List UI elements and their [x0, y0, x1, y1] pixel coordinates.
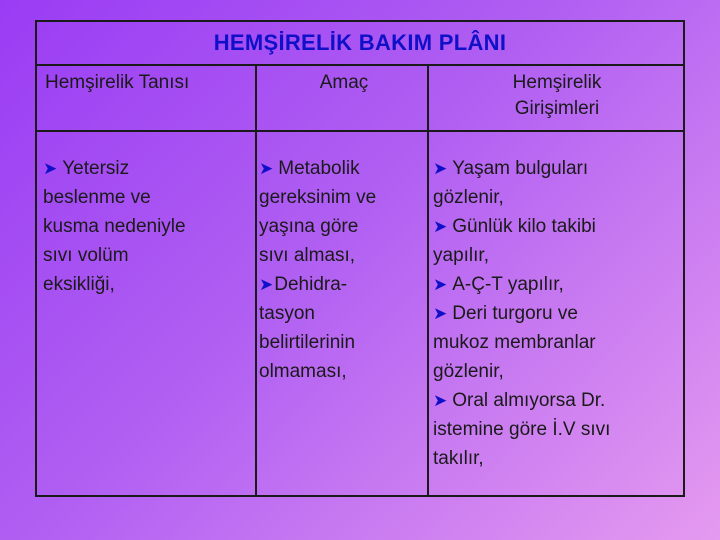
diagnosis-line: kusma nedeniyle	[43, 216, 186, 237]
intervention-line: mukoz membranlar	[433, 332, 596, 353]
intervention-line: yapılır,	[433, 245, 489, 266]
intervention-line: gözlenir,	[433, 187, 504, 208]
header-goal: Amaç	[319, 72, 369, 93]
column-divider-2	[427, 64, 429, 495]
goal-line: gereksinim ve	[259, 187, 377, 208]
goal-line: yaşına göre	[259, 216, 359, 237]
intervention-line: gözlenir,	[433, 361, 504, 382]
header-row	[37, 64, 683, 132]
arrow-right-icon: ➤	[433, 159, 448, 178]
intervention-line: ➤ Yaşam bulguları	[433, 158, 589, 179]
header-interventions-line1: Hemşirelik	[512, 72, 602, 93]
arrow-right-icon: ➤	[259, 275, 274, 294]
goal-cell	[259, 154, 427, 386]
arrow-right-icon: ➤	[433, 275, 448, 294]
intervention-line: ➤ Oral almıyorsa Dr.	[433, 390, 606, 411]
goal-line: belirtilerinin	[259, 332, 356, 353]
intervention-line: istemine göre İ.V sıvı	[433, 419, 611, 440]
arrow-right-icon: ➤	[43, 159, 58, 178]
interventions-cell	[433, 154, 683, 473]
arrow-right-icon: ➤	[259, 159, 274, 178]
arrow-right-icon: ➤	[433, 391, 448, 410]
header-interventions-line2: Girişimleri	[514, 98, 600, 119]
intervention-line: ➤ Günlük kilo takibi	[433, 216, 596, 237]
header-interventions	[429, 70, 685, 122]
table-title: HEMŞİRELİK BAKIM PLÂNI	[37, 22, 683, 66]
diagnosis-cell	[43, 154, 253, 299]
goal-line: tasyon	[259, 303, 315, 324]
goal-line: ➤Dehidra-	[259, 274, 348, 295]
diagnosis-line: ➤ Yetersiz	[43, 158, 130, 179]
intervention-line: ➤ A-Ç-T yapılır,	[433, 274, 564, 295]
goal-line: sıvı alması,	[259, 245, 356, 266]
care-plan-table	[35, 20, 685, 497]
arrow-right-icon: ➤	[433, 304, 448, 323]
diagnosis-line: sıvı volüm	[43, 245, 129, 266]
intervention-line: takılır,	[433, 448, 484, 469]
arrow-right-icon: ➤	[433, 217, 448, 236]
goal-line: ➤ Metabolik	[259, 158, 360, 179]
intervention-line: ➤ Deri turgoru ve	[433, 303, 578, 324]
column-divider-1	[255, 64, 257, 495]
goal-line: olmaması,	[259, 361, 347, 382]
diagnosis-line: eksikliği,	[43, 274, 115, 295]
header-diagnosis: Hemşirelik Tanısı	[45, 72, 190, 93]
diagnosis-line: beslenme ve	[43, 187, 151, 208]
